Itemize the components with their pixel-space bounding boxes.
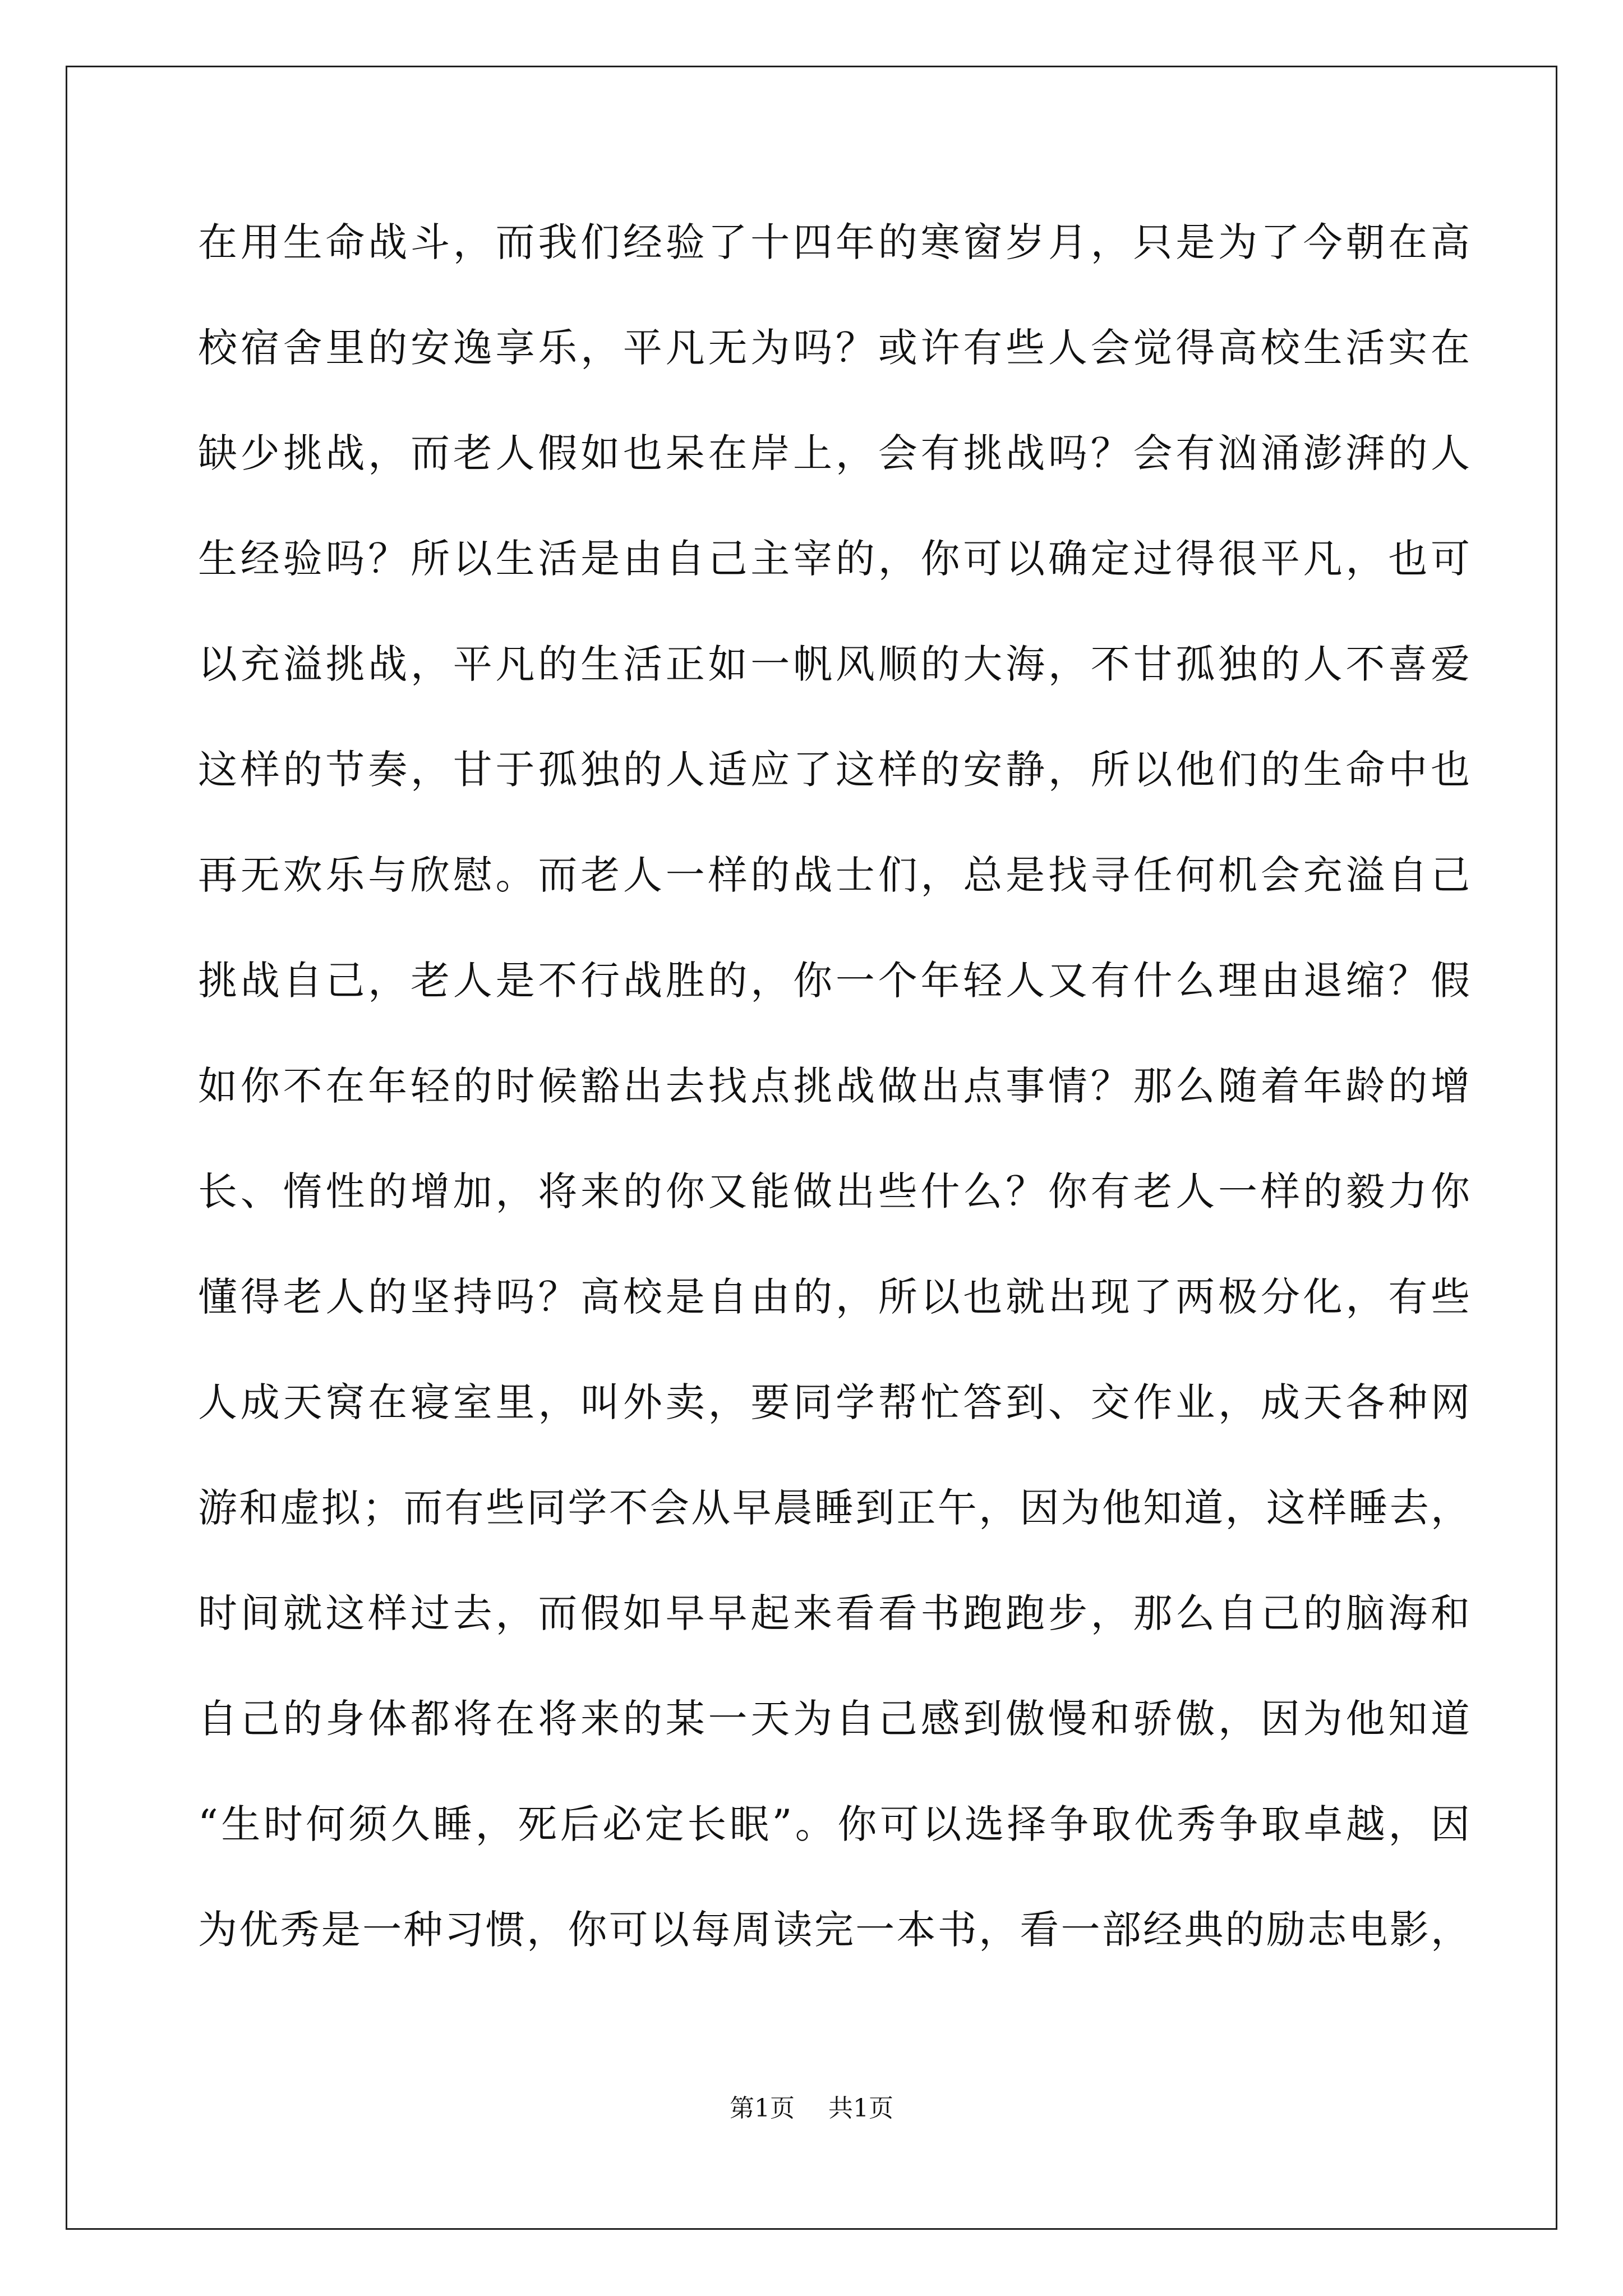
text-line: 缺少挑战，而老人假如也呆在岸上，会有挑战吗？会有汹涌澎湃的人 xyxy=(198,430,1471,476)
text-line: 在用生命战斗，而我们经验了十四年的寒窗岁月，只是为了今朝在高 xyxy=(198,219,1471,265)
text-line: 这样的节奏，甘于孤独的人适应了这样的安静，所以他们的生命中也 xyxy=(198,747,1471,793)
text-line: 游和虚拟；而有些同学不会从早晨睡到正午，因为他知道，这样睡去， xyxy=(198,1485,1471,1531)
text-line: 如你不在年轻的时候豁出去找点挑战做出点事情？那么随着年龄的增 xyxy=(198,1063,1471,1109)
text-line: 长、惰性的增加，将来的你又能做出些什么？你有老人一样的毅力你 xyxy=(198,1168,1471,1214)
text-line: 校宿舍里的安逸享乐，平凡无为吗？或许有些人会觉得高校生活实在 xyxy=(198,325,1471,371)
body-text xyxy=(198,209,1471,2001)
text-line: 为优秀是一种习惯，你可以每周读完一本书，看一部经典的励志电影， xyxy=(198,1907,1471,1953)
text-line: 生经验吗？所以生活是由自己主宰的，你可以确定过得很平凡，也可 xyxy=(198,536,1471,582)
text-line: 挑战自己，老人是不行战胜的，你一个年轻人又有什么理由退缩？假 xyxy=(198,958,1471,1004)
text-line: 人成天窝在寝室里，叫外卖，要同学帮忙答到、交作业，成天各种网 xyxy=(198,1379,1471,1425)
page-footer xyxy=(0,2088,1623,2124)
text-line: 时间就这样过去，而假如早早起来看看书跑跑步，那么自己的脑海和 xyxy=(198,1590,1471,1636)
text-line: 自己的身体都将在将来的某一天为自己感到傲慢和骄傲，因为他知道 xyxy=(198,1696,1471,1742)
text-line: “生时何须久睡，死后必定长眠”。你可以选择争取优秀争取卓越，因 xyxy=(198,1801,1471,1847)
page-number: 第1页 xyxy=(730,2094,795,2123)
page-total: 共1页 xyxy=(828,2094,893,2123)
text-line: 以充溢挑战，平凡的生活正如一帆风顺的大海，不甘孤独的人不喜爱 xyxy=(198,641,1471,687)
text-line: 再无欢乐与欣慰。而老人一样的战士们，总是找寻任何机会充溢自己 xyxy=(198,852,1471,898)
text-line: 懂得老人的坚持吗？高校是自由的，所以也就出现了两极分化，有些 xyxy=(198,1274,1471,1320)
